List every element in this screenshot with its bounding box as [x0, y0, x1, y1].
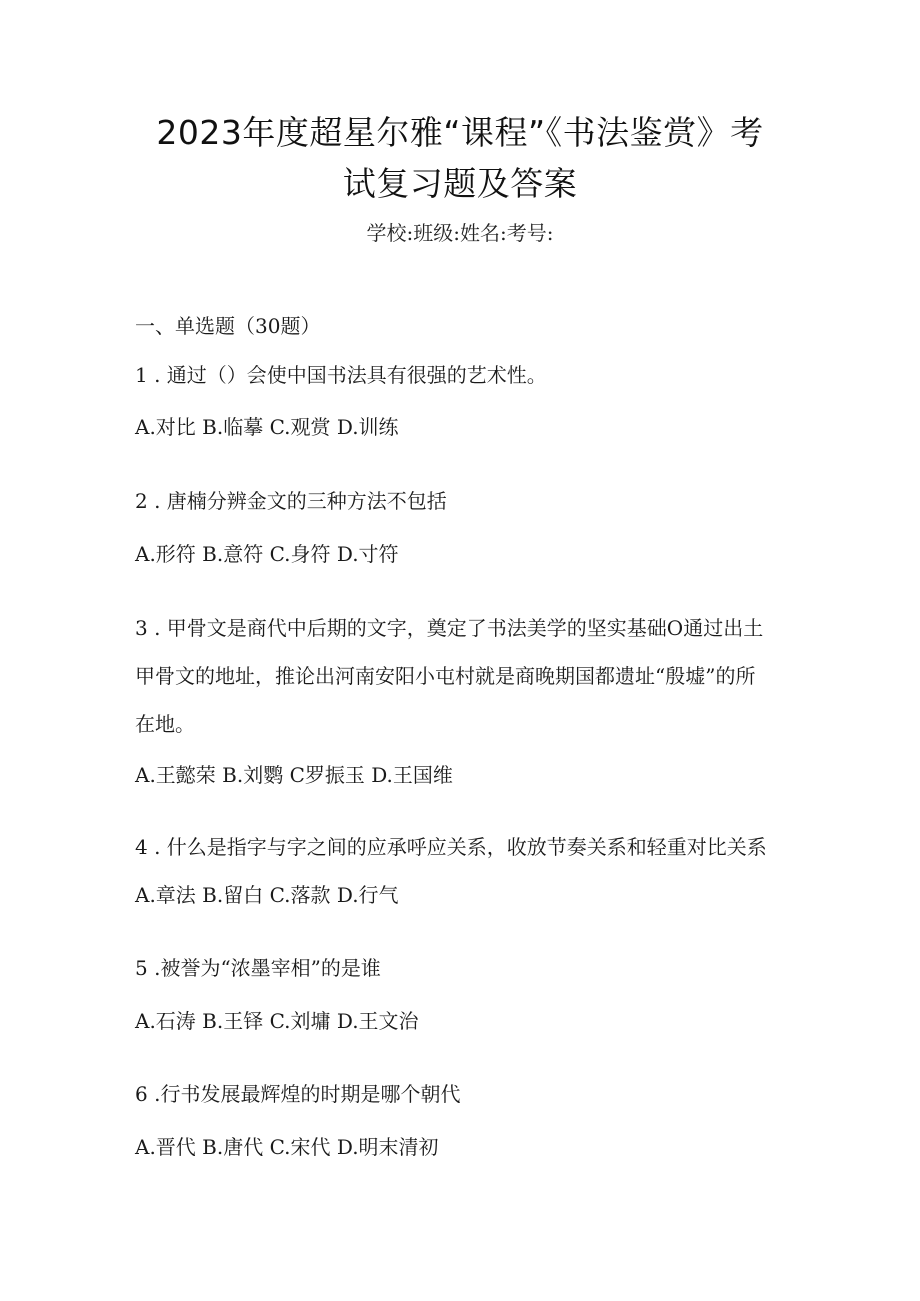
- question-3-stem-line-3: 在地。: [135, 712, 195, 736]
- document-title-line-2: 试复习题及答案: [342, 164, 578, 203]
- question-1-stem: 1 . 通过（）会使中国书法具有很强的艺术性。: [135, 363, 547, 387]
- question-5-options: A.石涛 B.王铎 C.刘墉 D.王文治: [135, 1009, 419, 1033]
- section-heading: 一、单选题（30题）: [135, 314, 321, 338]
- question-6-options: A.晋代 B.唐代 C.宋代 D.明末清初: [135, 1135, 439, 1159]
- question-6-stem: 6 .行书发展最辉煌的时期是哪个朝代: [135, 1082, 461, 1106]
- question-2-options: A.形符 B.意符 C.身符 D.寸符: [135, 542, 399, 566]
- question-1-options: A.对比 B.临摹 C.观赏 D.训练: [135, 415, 399, 439]
- student-info-line: 学校:班级:姓名:考号:: [366, 221, 554, 245]
- question-4-stem: 4 . 什么是指字与字之间的应承呼应关系，收放节奏关系和轻重对比关系: [135, 835, 767, 859]
- question-3-options: A.王懿荣 B.刘鹦 C罗振玉 D.王国维: [135, 763, 453, 787]
- question-3-stem-line-1: 3 . 甲骨文是商代中后期的文字，奠定了书法美学的坚实基础O通过出土: [135, 616, 764, 640]
- question-5-stem: 5 .被誉为“浓墨宰相”的是谁: [135, 956, 381, 980]
- document-title-line-1: 2023年度超星尔雅“课程”《书法鉴赏》考: [156, 113, 764, 152]
- question-3-stem-line-2: 甲骨文的地址，推论出河南安阳小屯村就是商晚期国都遗址“殷墟”的所: [135, 664, 756, 688]
- question-4-options: A.章法 B.留白 C.落款 D.行气: [135, 883, 399, 907]
- question-2-stem: 2 . 唐楠分辨金文的三种方法不包括: [135, 489, 447, 513]
